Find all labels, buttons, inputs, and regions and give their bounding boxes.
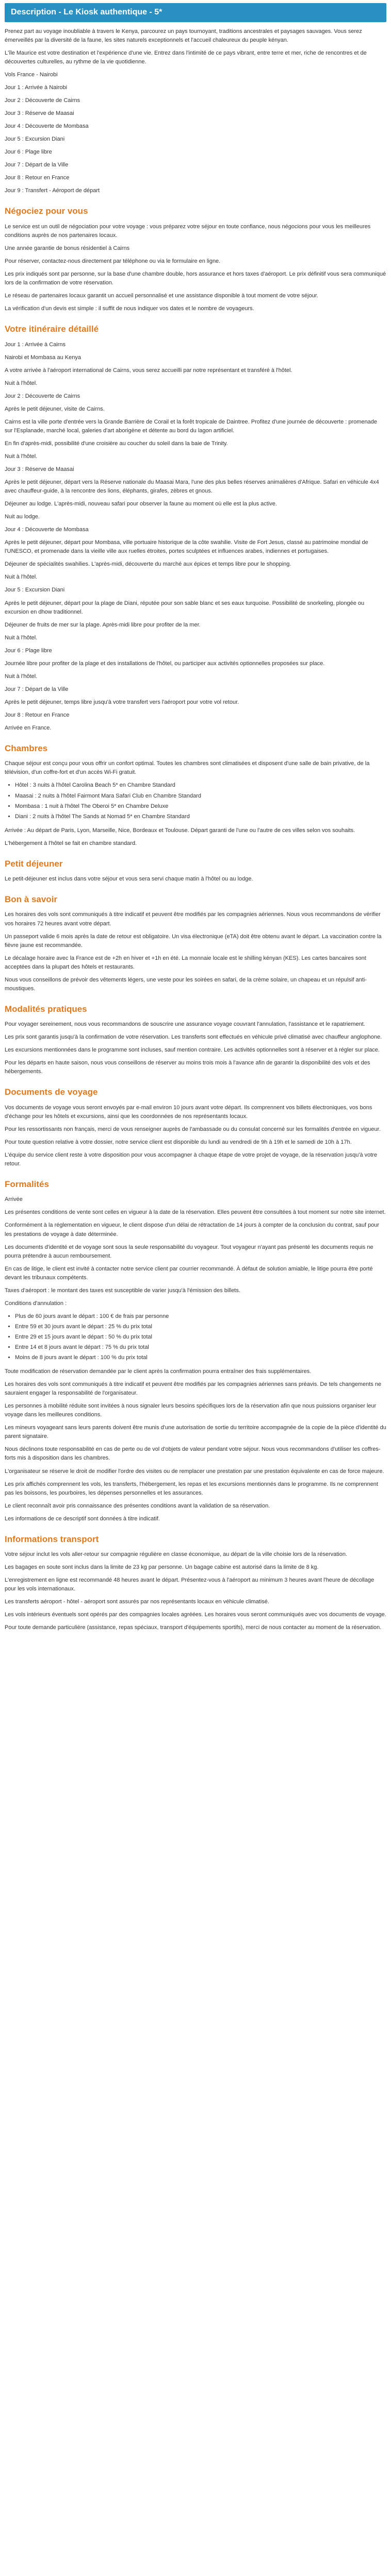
section-paragraph: Les mineurs voyageant sans leurs parents doivent être munis d'une autorisation de sortie du territoire accompagnée de la copie de la pièce d'identité du parent signataire.	[5, 1425, 386, 1440]
section-paragraph: Pour réserver, contactez-nous directement par téléphone ou via le formulaire en ligne.	[5, 258, 221, 264]
section-paragraph: Le décalage horaire avec la France est de +2h en hiver et +1h en été. La monnaie locale est le shilling kényan (KES). Les cartes bancaires sont acceptées dans la plupart des hôtels et restaurants.	[5, 955, 366, 970]
section-paragraph: Après le petit déjeuner, départ pour la plage de Diani, réputée pour son sable blanc et ses eaux turquoise. Possibilité de snorkeling, plongée ou excursion en dhow traditionnel.	[5, 600, 365, 615]
list-item: • Entre 14 et 8 jours avant le départ : 75 % du prix total	[15, 1343, 386, 1352]
section-paragraph: L'hébergement à l'hôtel se fait en chambre standard.	[5, 840, 137, 846]
itinerary-line: Jour 9 : Transfert - Aéroport de départ	[5, 188, 100, 194]
section-heading: Documents de voyage	[5, 1087, 98, 1097]
section-heading: Chambres	[5, 743, 48, 754]
list-item: • Diani : 2 nuits à l'hôtel The Sands at Nomad 5* en Chambre Standard	[15, 812, 386, 821]
section-paragraph: Pour toute demande particulière (assistance, repas spéciaux, transport d'équipements sportifs), merci de nous contacter au moment de la réservation.	[5, 1624, 382, 1631]
section-heading: Votre itinéraire détaillé	[5, 324, 99, 334]
section-paragraph: Pour toute question relative à votre dossier, notre service client est disponible du lundi au vendredi de 9h à 19h et le samedi de 10h à 17h.	[5, 1139, 352, 1145]
section-paragraph: Pour les ressortissants non français, merci de vous renseigner auprès de l'ambassade ou du consulat concerné sur les formalités d'entrée en vigueur.	[5, 1126, 381, 1132]
section-paragraph: Nuit à l'hôtel.	[5, 453, 38, 460]
section-heading: Bon à savoir	[5, 894, 58, 905]
section-paragraph: Jour 3 : Réserve de Maasai	[5, 466, 74, 472]
itinerary-line: Jour 7 : Départ de la Ville	[5, 162, 69, 168]
section-list	[5, 1312, 386, 1362]
section-paragraph: Taxes d'aéroport : le montant des taxes est susceptible de varier jusqu'à l'émission des billets.	[5, 1287, 240, 1294]
section-paragraph: Après le petit déjeuner, temps libre jusqu'à votre transfert vers l'aéroport pour votre vol retour.	[5, 699, 239, 705]
section-paragraph: Nuit au lodge.	[5, 514, 40, 520]
section-paragraph: Les vols intérieurs éventuels sont opérés par des compagnies locales agréées. Les horaires vous seront communiqués avec vos documents de voyage.	[5, 1612, 386, 1618]
page-title: Description - Le Kiosk authentique - 5*	[5, 3, 386, 22]
section-paragraph: Les bagages en soute sont inclus dans la limite de 23 kg par personne. Un bagage cabine est autorisé dans la limite de 8 kg.	[5, 1564, 319, 1571]
section-paragraph: Jour 7 : Départ de la Ville	[5, 686, 69, 692]
section-paragraph: Conformément à la réglementation en vigueur, le client dispose d'un délai de rétractation de 14 jours à compter de la conclusion du contrat, sauf pour les prestations de voyage à date déterminée.	[5, 1222, 380, 1238]
section-paragraph: Les horaires des vols sont communiqués à titre indicatif et peuvent être modifiés par les compagnies aériennes sans préavis. De tels changements ne sauraient engager la responsabilité de l'organisateur.	[5, 1381, 382, 1397]
section-paragraph: Arrivée en France.	[5, 724, 52, 731]
section-paragraph: L'organisateur se réserve le droit de modifier l'ordre des visites ou de remplacer une prestation par une prestation équivalente en cas de force majeure.	[5, 1468, 384, 1475]
list-item: • Entre 29 et 15 jours avant le départ : 50 % du prix total	[15, 1333, 386, 1342]
section-paragraph: Nous déclinons toute responsabilité en cas de perte ou de vol d'objets de valeur pendant votre séjour. Nous vous recommandons d'utiliser les coffres-forts mis à disposition dans les chambres.	[5, 1446, 381, 1462]
section-paragraph: Jour 4 : Découverte de Mombasa	[5, 527, 89, 533]
section-paragraph: Arrivée : Au départ de Paris, Lyon, Marseille, Nice, Bordeaux et Toulouse. Départ garanti de l'une ou l'autre de ces villes selon vos souhaits.	[5, 827, 355, 834]
section-paragraph: L'enregistrement en ligne est recommandé 48 heures avant le départ. Présentez-vous à l'aéroport au minimum 3 heures avant l'heure de décollage pour les vols internationaux.	[5, 1577, 374, 1592]
section-paragraph: A votre arrivée à l'aéroport international de Cairns, vous serez accueilli par notre représentant et transféré à l'hôtel.	[5, 367, 292, 374]
section-paragraph: Jour 1 : Arrivée à Cairns	[5, 341, 66, 348]
section-paragraph: La vérification d'un devis est simple : il suffit de nous indiquer vos dates et le nombre de voyageurs.	[5, 306, 254, 312]
section-paragraph: Nous vous conseillons de prévoir des vêtements légers, une veste pour les soirées en safari, de la crème solaire, un chapeau et un répulsif anti-moustiques.	[5, 976, 367, 992]
section-paragraph: Nuit à l'hôtel.	[5, 574, 38, 581]
section-paragraph: Nuit à l'hôtel.	[5, 380, 38, 386]
section	[5, 1086, 386, 1168]
section-paragraph: Le réseau de partenaires locaux garantit un accueil personnalisé et une assistance disponible à tout moment de votre séjour.	[5, 293, 318, 299]
itinerary-line: Jour 8 : Retour en France	[5, 175, 70, 181]
itinerary-summary	[5, 71, 386, 195]
list-item: • Maasai : 2 nuits à l'hôtel Fairmont Mara Safari Club en Chambre Standard	[15, 792, 386, 801]
list-item: • Moins de 8 jours avant le départ : 100 % du prix total	[15, 1353, 386, 1362]
section-paragraph: Après le petit déjeuner, visite de Cairns.	[5, 405, 105, 412]
section	[5, 893, 386, 993]
itinerary-line: Jour 3 : Réserve de Maasai	[5, 110, 74, 117]
section-paragraph: Une année garantie de bonus résidentiel à Cairns	[5, 245, 130, 251]
section	[5, 1178, 386, 1523]
list-item: • Plus de 60 jours avant le départ : 100 € de frais par personne	[15, 1312, 386, 1321]
section-paragraph: L'équipe du service client reste à votre disposition pour vous accompagner à chaque étape de votre projet de voyage, de la réservation jusqu'à votre retour.	[5, 1151, 378, 1167]
section-paragraph: Les prix indiqués sont par personne, sur la base d'une chambre double, hors assurance et hors taxes d'aéroport. Le prix définitif vous sera communiqué lors de la confirmation de votre réservation.	[5, 270, 386, 286]
itinerary-line: Jour 2 : Découverte de Cairns	[5, 97, 80, 104]
section	[5, 742, 386, 848]
section-paragraph: Cairns est la ville porte d'entrée vers la Grande Barrière de Corail et la forêt tropicale de Daintree. Profitez d'une journée de découverte : promenade sur l'Esplanade, marché local, galeries d'art aborigène et détente au bord du lagon artificiel.	[5, 418, 378, 434]
section-paragraph: Jour 5 : Excursion Diani	[5, 587, 65, 594]
section-paragraph: Les horaires des vols sont communiqués à titre indicatif et peuvent être modifiés par les compagnies aériennes. Nous vous recommandons de vérifier vos horaires 72 heures avant votre départ.	[5, 911, 381, 927]
section-paragraph: Déjeuner au lodge. L'après-midi, nouveau safari pour observer la faune au moment où elle est la plus active.	[5, 501, 277, 507]
section-paragraph: Le client reconnaît avoir pris connaissance des présentes conditions avant la validation de sa réservation.	[5, 1502, 270, 1509]
itinerary-line: Jour 1 : Arrivée à Nairobi	[5, 84, 68, 91]
section-heading: Informations transport	[5, 1534, 99, 1544]
section-paragraph: Les personnes à mobilité réduite sont invitées à nous signaler leurs besoins spécifiques lors de la réservation afin que nous puissions organiser leur voyage dans les meilleures conditions.	[5, 1403, 377, 1418]
section-paragraph: Chaque séjour est conçu pour vous offrir un confort optimal. Toutes les chambres sont climatisées et disposent d'une salle de bain privative, de la télévision, d'un coffre-fort et d'un accès Wi-Fi gratuit.	[5, 760, 370, 776]
section	[5, 1003, 386, 1077]
section-paragraph: Déjeuner de spécialités swahilies. L'après-midi, découverte du marché aux épices et temps libre pour le shopping.	[5, 561, 291, 568]
section	[5, 323, 386, 733]
section-heading: Négociez pour vous	[5, 206, 88, 216]
section-heading: Formalités	[5, 1179, 49, 1190]
itinerary-line: Jour 4 : Découverte de Mombasa	[5, 123, 89, 130]
section-paragraph: Pour les départs en haute saison, nous vous conseillons de réserver au moins trois mois à l'avance afin de garantir la disponibilité des vols et des hébergements.	[5, 1060, 370, 1075]
section-paragraph: Les transferts aéroport - hôtel - aéroport sont assurés par nos représentants locaux en véhicule climatisé.	[5, 1599, 269, 1605]
itinerary-line: Jour 6 : Plage libre	[5, 149, 52, 156]
section-paragraph: Nairobi et Mombasa au Kenya	[5, 354, 81, 361]
section-paragraph: Toute modification de réservation demandée par le client après la confirmation pourra entraîner des frais supplémentaires.	[5, 1368, 312, 1375]
itinerary-line: Jour 5 : Excursion Diani	[5, 136, 65, 143]
section-paragraph: Le petit-déjeuner est inclus dans votre séjour et vous sera servi chaque matin à l'hôtel ou au lodge.	[5, 876, 253, 883]
list-item: • Hôtel : 3 nuits à l'hôtel Carolina Beach 5* en Chambre Standard	[15, 781, 386, 790]
section-paragraph: Jour 8 : Retour en France	[5, 711, 70, 718]
section-paragraph: Les prix sont garantis jusqu'à la confirmation de votre réservation. Les transferts sont effectués en véhicule privé climatisé avec chauffeur anglophone.	[5, 1034, 382, 1041]
section-paragraph: Après le petit déjeuner, départ vers la Réserve nationale du Maasai Mara, l'une des plus belles réserves animalières d'Afrique. Safari en véhicule 4x4 avec chauffeur-guide, à la rencontre des lions, éléphants, girafes, zèbres et gnous.	[5, 479, 379, 495]
section-paragraph: En fin d'après-midi, possibilité d'une croisière au coucher du soleil dans la baie de Trinity.	[5, 440, 228, 447]
section-paragraph: Le service est un outil de négociation pour votre voyage : vous préparez votre séjour en toute confiance, nous négocions pour vous les meilleures conditions auprès de nos partenaires locaux.	[5, 223, 371, 239]
section	[5, 205, 386, 313]
section-paragraph: Après le petit déjeuner, départ pour Mombasa, ville portuaire historique de la côte swahilie. Visite de Fort Jesus, classé au patrimoine mondial de l'UNESCO, et promenade dans la vieille ville aux ruelles étroites, portes sculptées et influences arabes, indiennes et portugaises.	[5, 539, 368, 555]
itinerary-line: Vols France - Nairobi	[5, 71, 58, 78]
section-heading: Modalités pratiques	[5, 1004, 87, 1014]
section-paragraph: Les documents d'identité et de voyage sont sous la seule responsabilité du voyageur. Tout voyageur n'ayant pas présenté les documents requis ne pourra prétendre à aucun remboursement.	[5, 1244, 373, 1259]
section-paragraph: Nuit à l'hôtel.	[5, 673, 38, 680]
section-paragraph: Les excursions mentionnées dans le programme sont incluses, sauf mention contraire. Les activités optionnelles sont à réserver et à régler sur place.	[5, 1047, 380, 1054]
section-paragraph: Les informations de ce descriptif sont données à titre indicatif.	[5, 1515, 160, 1522]
section-paragraph: Jour 6 : Plage libre	[5, 647, 52, 654]
section-paragraph: Votre séjour inclut les vols aller-retour sur compagnie régulière en classe économique, au départ de la ville choisie lors de la réservation.	[5, 1551, 348, 1558]
intro-text: Prenez part au voyage inoubliable à travers le Kenya, parcourez un pays tournoyant, traditions ancestrales et paysages sauvages. Vous serez émerveillés par la diversité de la faune, les sites naturels exceptionnels et l'accueil chaleureux du peuple kényan.	[5, 28, 362, 43]
section-paragraph: Jour 2 : Découverte de Cairns	[5, 393, 80, 399]
section-paragraph: Un passeport valide 6 mois après la date de retour est obligatoire. Un visa électronique (eTA) doit être obtenu avant le départ. La vaccination contre la fièvre jaune est recommandée.	[5, 933, 382, 948]
section-paragraph: Arrivée	[5, 1196, 23, 1203]
list-item: • Mombasa : 1 nuit à l'hôtel The Oberoi 5* en Chambre Deluxe	[15, 802, 386, 811]
list-item: • Entre 59 et 30 jours avant le départ : 25 % du prix total	[15, 1323, 386, 1331]
section-paragraph: En cas de litige, le client est invité à contacter notre service client par courrier recommandé. À défaut de solution amiable, le litige pourra être porté devant les tribunaux compétents.	[5, 1265, 373, 1281]
section-list	[5, 781, 386, 821]
section-paragraph: Déjeuner de fruits de mer sur la plage. Après-midi libre pour profiter de la mer.	[5, 621, 201, 628]
section-paragraph: Les présentes conditions de vente sont celles en vigueur à la date de la réservation. Elles peuvent être consultées à tout moment sur notre site internet.	[5, 1209, 386, 1216]
content-sections	[5, 205, 386, 1632]
section-paragraph: Les prix affichés comprennent les vols, les transferts, l'hébergement, les repas et les excursions mentionnés dans le programme. Ils ne comprennent pas les boissons, les pourboires, les dépenses personnelles et les assurances.	[5, 1481, 378, 1496]
intro-text-2: L'île Maurice est votre destination et l'expérience d'une vie. Entrez dans l'intimité de ce pays vibrant, entre terre et mer, riche de rencontres et de découvertes culturelles, au rythme de la vie quotidienne.	[5, 49, 367, 65]
section-paragraph: Pour voyager sereinement, nous vous recommandons de souscrire une assurance voyage couvrant l'annulation, l'assistance et le rapatriement.	[5, 1021, 365, 1028]
section	[5, 857, 386, 884]
section-paragraph: Vos documents de voyage vous seront envoyés par e-mail environ 10 jours avant votre départ. Ils comprennent vos billets électroniques, vos bons d'échange pour les hôtels et excursions, ainsi que les coordonnées de nos représentants locaux.	[5, 1104, 372, 1120]
section-paragraph: Conditions d'annulation :	[5, 1300, 67, 1307]
section	[5, 1533, 386, 1633]
section-heading: Petit déjeuner	[5, 858, 63, 869]
section-paragraph: Journée libre pour profiter de la plage et des installations de l'hôtel, ou participer aux activités optionnelles proposées sur place.	[5, 660, 325, 667]
section-paragraph: Nuit à l'hôtel.	[5, 634, 38, 641]
